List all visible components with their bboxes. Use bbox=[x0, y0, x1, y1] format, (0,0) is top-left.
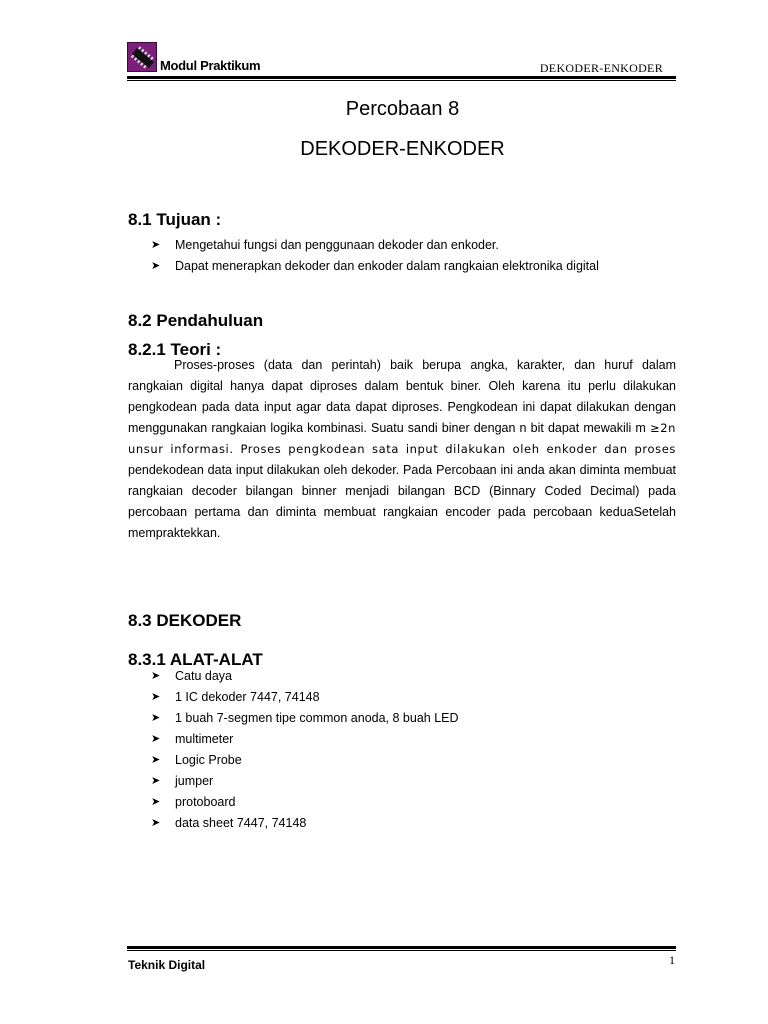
arrow-bullet-icon: ➤ bbox=[151, 260, 161, 272]
arrow-bullet-icon: ➤ bbox=[151, 775, 161, 787]
arrow-bullet-icon: ➤ bbox=[151, 239, 161, 251]
page-header bbox=[127, 42, 676, 76]
teori-paragraph: Proses-proses (data dan perintah) baik berupa angka, karakter, dan huruf dalam rangkaian digital hanya dapat diproses dalam bentuk biner. Oleh karena itu perlu dilakukan pengkodean pada data input agar data dapat diproses. Pengkodean ini dapat dilakukan dengan menggunakan rangkaian logika kombinasi. Suatu sandi biner dengan n bit dapat mewakili m ≥2n unsur informasi. Proses pengkodean sata input dilakukan oleh enkoder dan proses pendekodean data input dilakukan oleh dekoder. Pada Percobaan ini anda akan diminta membuat rangkaian decoder bilangan binner menjadi bilangan BCD (Binnary Coded Decimal) pada percobaan pertama dan diminta membuat rangkaian encoder pada percobaan keduaSetelah mempraktekkan. bbox=[128, 358, 676, 540]
section-heading-tujuan: 8.1 Tujuan : bbox=[128, 210, 222, 229]
page-title: Percobaan 8 bbox=[345, 98, 460, 120]
list-item: ➤ Logic Probe bbox=[151, 750, 459, 771]
list-item: ➤ multimeter bbox=[151, 729, 459, 750]
arrow-bullet-icon: ➤ bbox=[151, 817, 161, 829]
arrow-bullet-icon: ➤ bbox=[151, 670, 161, 682]
alat-list bbox=[151, 666, 459, 834]
page-subtitle: DEKODER-ENKODER bbox=[300, 138, 505, 160]
footer-rule-thin bbox=[127, 950, 676, 951]
list-item: ➤ 1 IC dekoder 7447, 74148 bbox=[151, 687, 459, 708]
running-title: DEKODER-ENKODER bbox=[539, 61, 663, 75]
footer-rule bbox=[127, 946, 676, 949]
arrow-bullet-icon: ➤ bbox=[151, 754, 161, 766]
list-item: ➤ jumper bbox=[151, 771, 459, 792]
subsection-heading-teori: 8.2.1 Teori : bbox=[128, 340, 222, 359]
tujuan-list bbox=[151, 235, 599, 277]
arrow-bullet-icon: ➤ bbox=[151, 733, 161, 745]
list-item: ➤ Mengetahui fungsi dan penggunaan dekoder dan enkoder. bbox=[151, 235, 599, 256]
arrow-bullet-icon: ➤ bbox=[151, 712, 161, 724]
arrow-bullet-icon: ➤ bbox=[151, 796, 161, 808]
list-item: ➤ 1 buah 7-segmen tipe common anoda, 8 buah LED bbox=[151, 708, 459, 729]
arrow-bullet-icon: ➤ bbox=[151, 691, 161, 703]
header-rule bbox=[127, 76, 676, 79]
list-item: ➤ Dapat menerapkan dekoder dan enkoder dalam rangkaian elektronika digital bbox=[151, 256, 599, 277]
subsection-heading-alat: 8.3.1 ALAT-ALAT bbox=[128, 650, 263, 669]
chip-logo-icon bbox=[127, 42, 157, 72]
footer-label: Teknik Digital bbox=[128, 958, 206, 972]
section-heading-dekoder: 8.3 DEKODER bbox=[128, 611, 242, 630]
section-heading-pendahuluan: 8.2 Pendahuluan bbox=[128, 311, 264, 330]
header-rule-thin bbox=[127, 80, 676, 81]
page-number: 1 bbox=[669, 953, 675, 967]
list-item: ➤ data sheet 7447, 74148 bbox=[151, 813, 459, 834]
brand-label: Modul Praktikum bbox=[160, 58, 261, 73]
list-item: ➤ protoboard bbox=[151, 792, 459, 813]
list-item: ➤ Catu daya bbox=[151, 666, 459, 687]
